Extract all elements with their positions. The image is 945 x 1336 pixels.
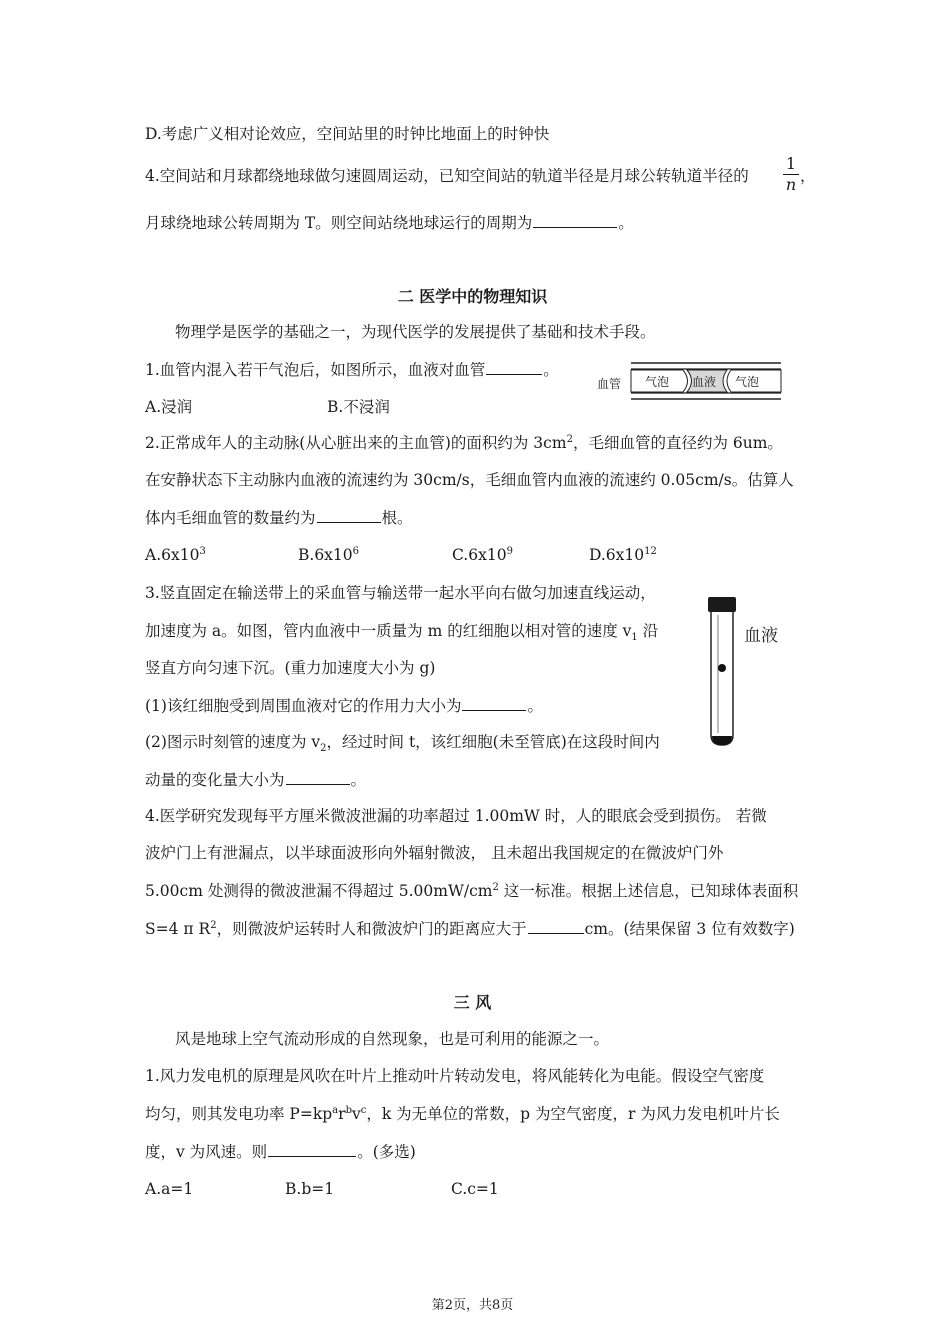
s2-q4-line3-tail: 这一标准。根据上述信息，已知球体表面积 [498,882,799,900]
s2-question-4-line1: 4.医学研究发现每平方厘米微波泄漏的功率超过 1.00mW 时，人的眼底会受到损伤。 若微 [145,807,767,825]
answer-blank[interactable] [286,769,350,785]
fraction-denominator: n [785,175,797,194]
s2-q4-line4-tail: cm。(结果保留 3 位有效数字) [584,920,795,938]
question-4-line1: 4.空间站和月球都绕地球做匀速圆周运动，已知空间站的轨道半径是月球公转轨道半径的 [145,167,749,185]
s2-question-4-line3 [145,881,798,901]
s2-q4-line4-text: S=4 π R [145,920,211,938]
s3-q1-line3-text: 度，v 为风速。则 [145,1143,268,1161]
s2-question-4-line2: 波炉门上有泄漏点，以半球面波形向外辐射微波， 且未超出我国规定的在微波炉门外 [145,844,724,862]
label-blood: 血液 [744,626,778,646]
s2-question-4-line4 [145,918,795,939]
option-base: B.6x10 [298,546,353,564]
label-vessel: 血管 [597,377,622,391]
s3-q1-option-a: A.a=1 [145,1180,194,1198]
option-exponent: 12 [644,545,657,557]
s2-q3-part1-end: 。 [527,697,543,715]
s2-question-1-end: 。 [543,361,559,379]
s2-question-2-line2: 在安静状态下主动脉内血液的流速约为 30cm/s，毛细血管内血液的流速约 0.05cm/s。估算人 [145,471,794,489]
label-bubble-2: 气泡 [735,375,760,389]
exponent-b: b [345,1104,352,1116]
variable-r: r [338,1105,346,1123]
question-4-text [145,166,749,186]
subscript: 2 [320,743,327,755]
option-exponent: 6 [352,545,360,557]
option-exponent: 3 [199,545,206,557]
section-3-intro: 风是地球上空气流动形成的自然现象，也是可利用的能源之一。 [175,1030,610,1048]
question-4-comma: ， [800,167,816,185]
s2-q3-part2-cont-end: 。 [350,771,367,789]
s3-q1-option-b: B.b=1 [285,1180,335,1198]
fraction-one-over-n [783,155,799,194]
s2-q2-option-d [589,545,657,565]
option-base: C.6x10 [452,546,507,564]
s3-q1-line3-tail: 。(多选) [357,1143,416,1161]
s3-q1-option-c: C.c=1 [451,1180,499,1198]
s2-question-1 [145,359,559,380]
tube-cap [708,597,736,612]
s2-question-3-line3: 竖直方向匀速下沉。(重力加速度大小为 g) [145,659,436,677]
s2-q1-option-b: B.不浸润 [327,398,390,416]
s2-q2-line3-end: 根。 [381,509,413,527]
answer-blank[interactable] [462,695,526,711]
s2-question-2-line3 [145,507,413,528]
label-blood: 血液 [692,375,717,389]
question-4-line2-text: 月球绕地球公转周期为 T。则空间站绕地球运行的周期为 [145,214,533,232]
red-blood-cell [718,664,726,672]
answer-blank[interactable] [317,507,381,523]
s3-question-1-line2 [145,1104,780,1124]
s3-q1-line2-tail: ，k 为无单位的常数，p 为空气密度，r 为风力发电机叶片长 [366,1105,780,1123]
answer-blank[interactable] [486,359,542,375]
s2-q4-line3-text: 5.00cm 处测得的微波泄漏不得超过 5.00mW/cm [145,882,493,900]
fraction-numerator: 1 [785,154,797,173]
s2-question-3-line2 [145,621,659,644]
tube-body [711,612,733,745]
s3-question-1-line3 [145,1141,416,1162]
blood-vessel-figure [595,360,785,406]
question-4-line2-end: 。 [618,214,634,232]
s2-q1-option-a: A.浸润 [145,398,193,416]
superscript: 2 [492,881,499,893]
answer-blank[interactable] [528,918,584,934]
s2-q3-part1-text: (1)该红细胞受到周围血液对它的作用力大小为 [145,697,462,715]
s2-question-3-part2 [145,732,660,755]
s2-q3-part2-cont-text: 动量的变化量大小为 [145,771,285,789]
s2-q2-line3-text: 体内毛细血管的数量约为 [145,509,316,527]
superscript: 2 [566,433,573,445]
s2-q3-line2-text: 加速度为 a。如图，管内血液中一质量为 m 的红细胞以相对管的速度 v [145,622,632,640]
exponent-a: a [332,1104,339,1116]
s2-q2-option-c [452,545,513,565]
page-number: 第2页，共8页 [431,1298,514,1313]
s2-q2-option-a [145,545,206,565]
variable-v: v [351,1105,361,1123]
s3-question-1-line1: 1.风力发电机的原理是风吹在叶片上推动叶片转动发电，将风能转化为电能。假设空气密度 [145,1067,765,1085]
s2-q2-line1-tail: ，毛细血管的直径约为 6um。 [572,434,783,452]
section-2-intro: 物理学是医学的基础之一，为现代医学的发展提供了基础和技术手段。 [175,323,656,341]
s3-q1-line2-text: 均匀，则其发电功率 P=kp [145,1105,333,1123]
subscript: 1 [631,632,638,644]
question-4-line2 [145,212,634,233]
option-exponent: 9 [506,545,513,557]
s2-q2-option-b [298,545,359,565]
s2-question-3-line1: 3.竖直固定在输送带上的采血管与输送带一起水平向右做匀加速直线运动， [145,584,656,602]
option-base: A.6x10 [145,546,200,564]
label-bubble-1: 气泡 [645,375,670,389]
section-2-title: 二 医学中的物理知识 [397,287,548,306]
s2-q3-part2-text: (2)图示时刻管的速度为 v [145,733,321,751]
s2-q4-line4-mid: ，则微波炉运转时人和微波炉门的距离应大于 [216,920,527,938]
superscript: 2 [210,919,217,931]
s2-q3-part2-tail: ，经过时间 t，该红细胞(未至管底)在这段时间内 [326,733,660,751]
s2-question-3-part1 [145,695,543,716]
option-base: D.6x10 [589,546,645,564]
answer-blank[interactable] [268,1141,356,1157]
answer-blank[interactable] [533,212,617,228]
option-d: D.考虑广义相对论效应，空间站里的时钟比地面上的时钟快 [145,125,550,143]
blood-tube-figure [700,595,800,755]
s2-question-1-text: 1.血管内混入若干气泡后，如图所示，血液对血管 [145,361,486,379]
s2-question-2-line1 [145,433,783,453]
section-3-title: 三 风 [453,993,492,1012]
s2-q3-line2-tail: 沿 [637,622,659,640]
s2-question-3-part2-cont [145,769,366,790]
s2-q2-line1-text: 2.正常成年人的主动脉(从心脏出来的主血管)的面积约为 3cm [145,434,567,452]
exponent-c: c [360,1104,367,1116]
